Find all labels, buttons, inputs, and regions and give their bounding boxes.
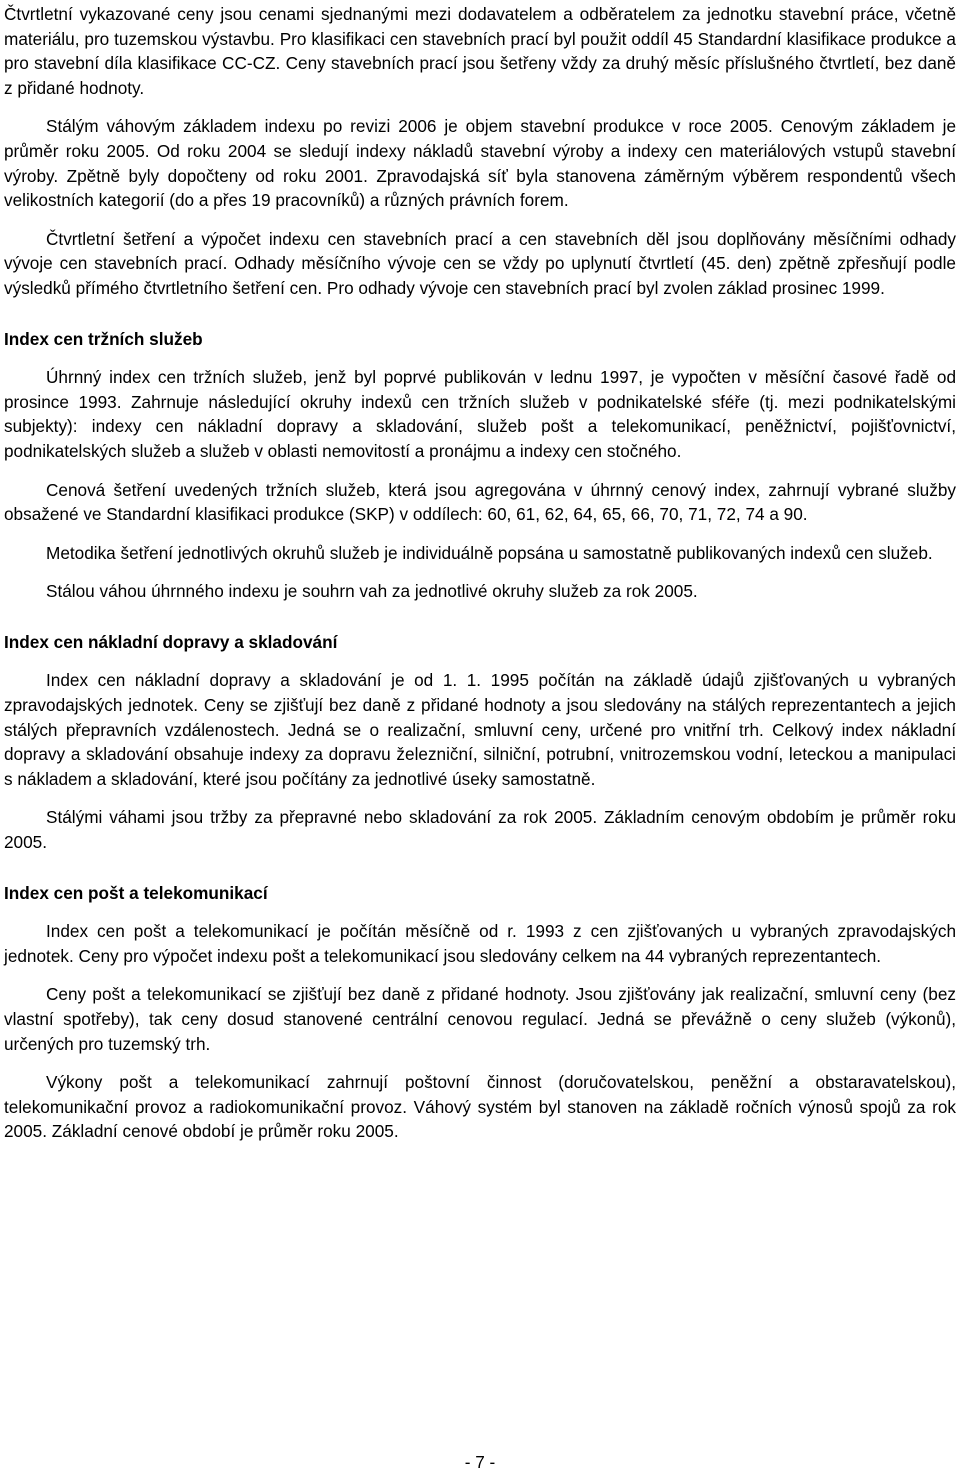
heading-market-services: Index cen tržních služeb xyxy=(4,328,203,349)
paragraph-construction-prices: Čtvrtletní vykazované ceny jsou cenami sjednanými mezi dodavatelem a odběratelem za jednotku stavební práce, včetně materiálu, pro tuzemskou výstavbu. Pro klasifikaci cen stavebních prací byl použit oddíl 45 Standardní klasifikace produkce a pro stavební díla klasifikace CC-CZ. Ceny stavebních prací jsou šetřeny vždy za druhý měsíc příslušného čtvrtletí, bez daně z přidané hodnoty. xyxy=(4,4,956,98)
paragraph-post-prices: Ceny pošt a telekomunikací se zjišťují bez daně z přidané hodnoty. Jsou zjišťovány jak realizační, smluvní ceny (bez vlastní spotřeby), tak ceny dosud stanovené centrální cenovou regulací. Jedná se převážně o ceny služeb (výkonů), určených pro tuzemský trh. xyxy=(4,984,956,1054)
heading-freight-transport: Index cen nákladní dopravy a skladování xyxy=(4,631,338,652)
heading-post-telecom: Index cen pošt a telekomunikací xyxy=(4,882,268,903)
paragraph-post-index: Index cen pošt a telekomunikací je počítán měsíčně od r. 1993 z cen zjišťovaných u vybraných zpravodajských jednotek. Ceny pro výpočet indexu pošt a telekomunikací jsou sledovány celkem na 44 vybraných reprezentantech. xyxy=(4,921,956,966)
paragraph-quarterly-survey: Čtvrtletní šetření a výpočet indexu cen stavebních prací a cen stavebních děl jsou doplňovány měsíčními odhady vývoje cen stavebních prací. Odhady měsíčního vývoje cen se vždy po uplynutí čtvrtletí (45. den) zpětně zpřesňují podle výsledků přímého čtvrtletního šetření cen. Pro odhady vývoje cen stavebních prací byl zvolen základ prosinec 1999. xyxy=(4,228,956,298)
page-number: - 7 - xyxy=(464,1452,496,1472)
paragraph-post-services: Výkony pošt a telekomunikací zahrnují poštovní činnost (doručovatelskou, peněžní a obstaravatelskou), telekomunikační provoz a radiokomunikační provoz. Váhový systém byl stanoven na základě ročních výnosů spojů za rok 2005. Základní cenové období je průměr roku 2005. xyxy=(4,1072,956,1142)
paragraph-services-surveys: Cenová šetření uvedených tržních služeb, která jsou agregována v úhrnný cenový index, zahrnují vybrané služby obsažené ve Standardní klasifikaci produkce (SKP) v oddílech: 60, 61, 62, 64, 65, 66, 70, 71, 72, 74 a 90. xyxy=(4,479,956,525)
paragraph-transport-weights: Stálými váhami jsou tržby za přepravné nebo skladování za rok 2005. Základním cenovým obdobím je průměr roku 2005. xyxy=(4,807,956,853)
paragraph-services-methodology: Metodika šetření jednotlivých okruhů služeb je individuálně popsána u samostatně publikovaných indexů cen služeb. xyxy=(46,542,933,563)
paragraph-services-weights: Stálou váhou úhrnného indexu je souhrn vah za jednotlivé okruhy služeb za rok 2005. xyxy=(46,581,698,602)
document-page xyxy=(4,2,956,1144)
paragraph-weight-basis: Stálým váhovým základem indexu po revizi 2006 je objem stavební produkce v roce 2005. Cenovým základem je průměr roku 2005. Od roku 2004 se sledují indexy nákladů stavební výroby a indexy cen materiálových vstupů stavební výroby. Zpětně byly dopočteny od roku 2001. Zpravodajská síť byla stanovena záměrným výběrem respondentů všech velikostních kategorií (do a přes 19 pracovníků) a různých právních forem. xyxy=(4,116,956,211)
paragraph-transport-index: Index cen nákladní dopravy a skladování je od 1. 1. 1995 počítán na základě údajů zjišťovaných u vybraných zpravodajských jednotek. Ceny se zjišťují bez daně z přidané hodnoty a jsou sledovány na stálých reprezentantech a jejich stálých přepravních vzdálenostech. Jedná se o realizační, smluvní ceny, určené pro vnitřní trh. Celkový index nákladní dopravy a skladování obsahuje indexy za dopravu železniční, silniční, potrubní, vnitrozemskou vodní, leteckou a manipulaci s nákladem a skladování, které jsou počítány za jednotlivé úseky samostatně. xyxy=(4,670,956,789)
paragraph-services-index: Úhrnný index cen tržních služeb, jenž byl poprvé publikován v lednu 1997, je vypočten v měsíční časové řadě od prosince 1993. Zahrnuje následující okruhy indexů cen tržních služeb v podnikatelské sféře (tj. mezi podnikatelskými subjekty): indexy cen nákladní dopravy a skladování, služeb pošt a telekomunikací, peněžnictví, pojišťovnictví, podnikatelských služeb a služeb v oblasti nemovitostí a pronájmu a indexy cen stočného. xyxy=(4,367,956,461)
